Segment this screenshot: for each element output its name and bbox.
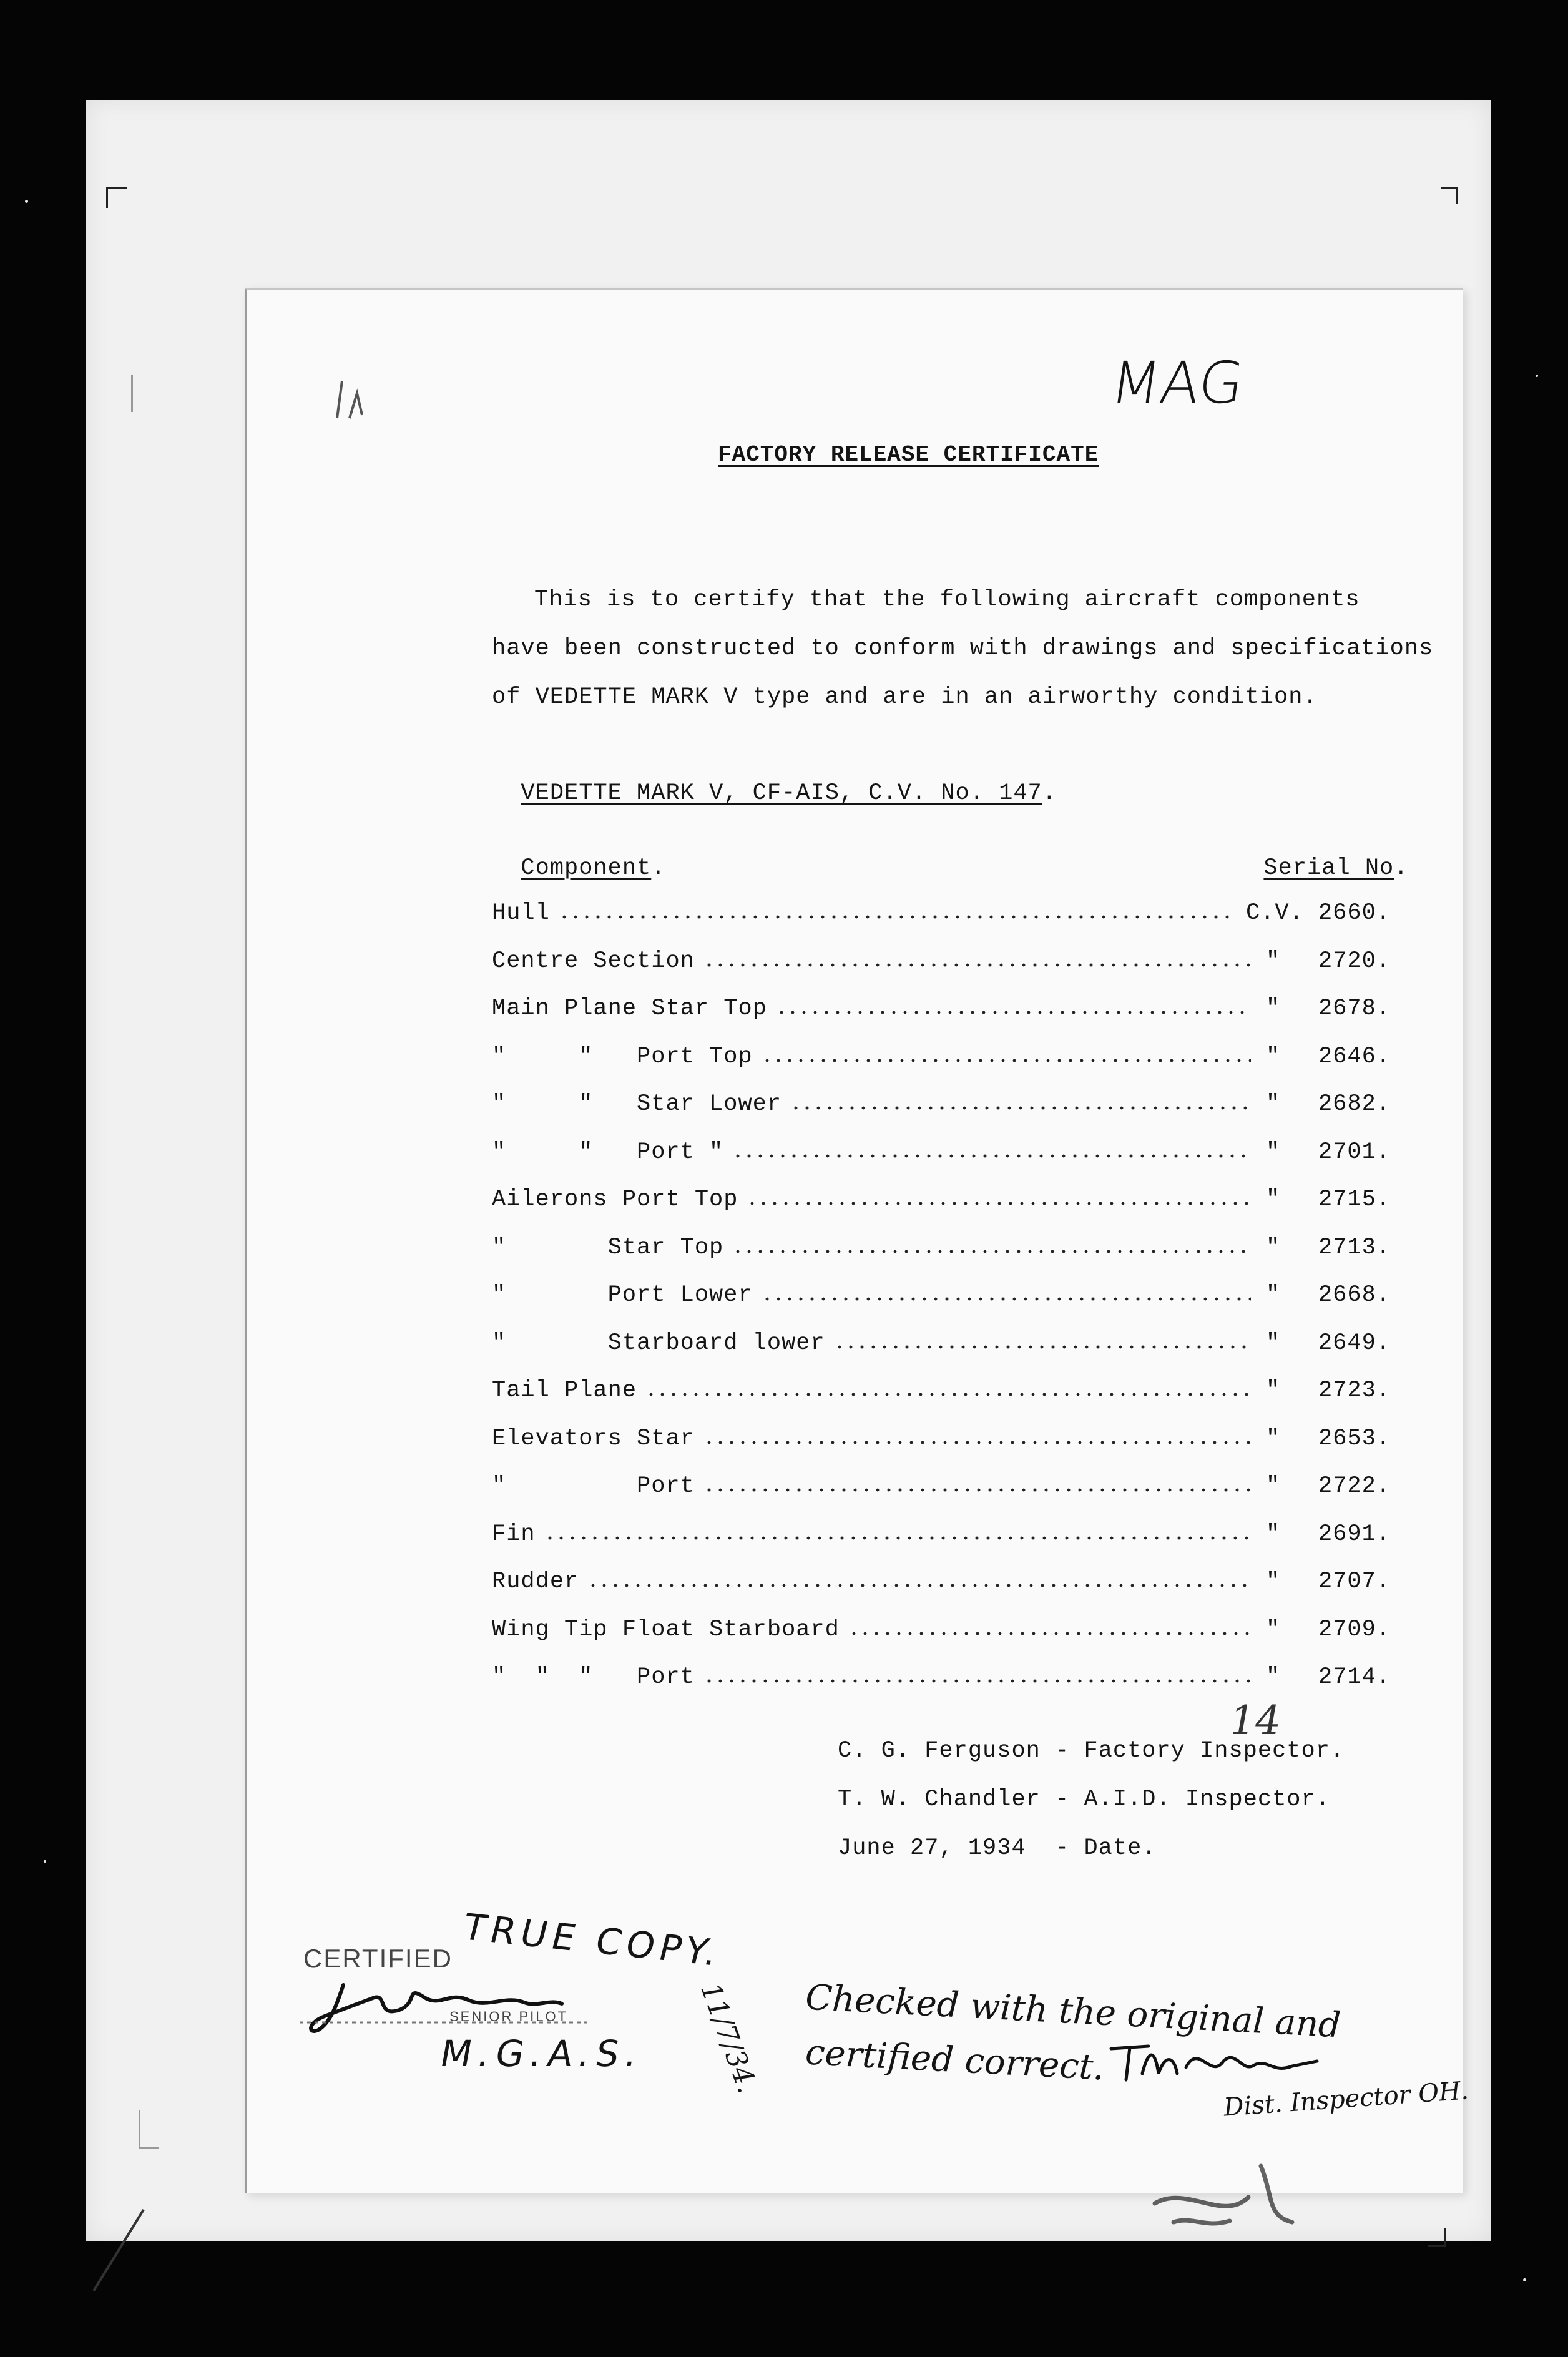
component-serial: 2682. bbox=[1318, 1091, 1391, 1117]
component-serial: 2714. bbox=[1318, 1664, 1391, 1690]
component-serial: 2709. bbox=[1318, 1616, 1391, 1643]
column-header-component bbox=[492, 829, 665, 881]
signature-line-chandler: T. W. Chandler - A.I.D. Inspector. bbox=[838, 1786, 1330, 1813]
leader-dots bbox=[747, 1202, 1251, 1205]
component-label: " Starboard lower bbox=[492, 1330, 825, 1356]
note-line-3: Dist. Inspector OH. bbox=[1222, 2076, 1470, 2122]
leader-dots bbox=[703, 1679, 1251, 1683]
component-row bbox=[492, 1235, 1391, 1268]
certification-line-3: of VEDETTE MARK V type and are in an airworthy condition. bbox=[492, 684, 1318, 710]
ditto-mark: " bbox=[1266, 1378, 1281, 1404]
component-row bbox=[492, 996, 1391, 1029]
component-serial: 2707. bbox=[1318, 1569, 1391, 1595]
component-serial: 2723. bbox=[1318, 1378, 1391, 1404]
component-row bbox=[492, 1473, 1391, 1507]
component-label: " " Port Top bbox=[492, 1043, 753, 1070]
leader-dots bbox=[762, 1297, 1251, 1301]
ditto-mark: " bbox=[1266, 1234, 1281, 1261]
leader-dots bbox=[544, 1536, 1251, 1540]
ditto-mark: " bbox=[1266, 1043, 1281, 1070]
aircraft-heading-period: . bbox=[1042, 780, 1057, 806]
column-serial-label: Serial No bbox=[1263, 855, 1394, 881]
component-label: Tail Plane bbox=[492, 1378, 637, 1404]
ditto-mark: " bbox=[1266, 996, 1281, 1022]
component-label: Main Plane Star Top bbox=[492, 996, 767, 1022]
component-row bbox=[492, 1044, 1391, 1077]
ditto-mark: " bbox=[1266, 1187, 1281, 1213]
aircraft-heading-text: VEDETTE MARK V, CF-AIS, C.V. No. 147 bbox=[521, 780, 1042, 806]
ditto-mark: " bbox=[1266, 1425, 1281, 1452]
component-label: Ailerons Port Top bbox=[492, 1187, 738, 1213]
component-serial: C.V. 2660. bbox=[1245, 900, 1391, 926]
leader-dots bbox=[834, 1345, 1251, 1349]
component-serial: 2720. bbox=[1318, 948, 1391, 974]
film-scratch-icon bbox=[1149, 2147, 1311, 2235]
component-serial: 2722. bbox=[1318, 1473, 1391, 1499]
pencil-mark-icon bbox=[325, 375, 381, 424]
certification-line-2: have been constructed to conform with drawings and specifications bbox=[492, 635, 1434, 662]
component-label: " " " Port bbox=[492, 1664, 695, 1690]
leader-dots bbox=[645, 1393, 1251, 1396]
senior-pilot-signature-icon bbox=[300, 1972, 587, 2041]
note-line-2: certified correct. bbox=[804, 2032, 1105, 2089]
component-label: " Star Top bbox=[492, 1234, 724, 1261]
signature-line-ferguson: C. G. Ferguson - Factory Inspector. bbox=[838, 1738, 1345, 1764]
document-title: FACTORY RELEASE CERTIFICATE bbox=[718, 442, 1099, 468]
ditto-mark: " bbox=[1266, 1521, 1281, 1547]
ditto-mark: " bbox=[1266, 1091, 1281, 1117]
component-label: Hull bbox=[492, 900, 550, 926]
stamp-certified: CERTIFIED bbox=[303, 1944, 453, 1973]
leader-dots bbox=[587, 1584, 1251, 1587]
component-row bbox=[492, 900, 1391, 934]
ditto-mark: " bbox=[1266, 1473, 1281, 1499]
component-row bbox=[492, 948, 1391, 982]
signature-line-date: June 27, 1934 - Date. bbox=[838, 1835, 1157, 1861]
component-serial: 2653. bbox=[1318, 1425, 1391, 1452]
column-header-serial bbox=[1235, 829, 1408, 881]
component-serial: 2713. bbox=[1318, 1234, 1391, 1261]
component-row bbox=[492, 1426, 1391, 1459]
ditto-mark: " bbox=[1266, 1330, 1281, 1356]
component-label: " " Port " bbox=[492, 1139, 724, 1165]
component-label: " " Star Lower bbox=[492, 1091, 782, 1117]
corner-mark-label: MAG bbox=[1106, 350, 1248, 416]
note-line-1: Checked with the original and bbox=[804, 1977, 1342, 2046]
column-component-period: . bbox=[651, 855, 666, 881]
corner-mark-bottom-right bbox=[1428, 2228, 1446, 2247]
component-row bbox=[492, 1282, 1391, 1316]
stamp-senior-pilot: SENIOR PILOT bbox=[449, 2009, 569, 2024]
component-serial: 2649. bbox=[1318, 1330, 1391, 1356]
ditto-mark: " bbox=[1266, 1616, 1281, 1643]
component-row bbox=[492, 1664, 1391, 1698]
component-row bbox=[492, 1091, 1391, 1125]
component-label: Fin bbox=[492, 1521, 536, 1547]
ditto-mark: " bbox=[1266, 1569, 1281, 1595]
pencil-scratch-icon bbox=[81, 2203, 156, 2303]
component-serial: 2691. bbox=[1318, 1521, 1391, 1547]
stamp-mgas: M.G.A.S. bbox=[437, 2032, 647, 2075]
leader-dots bbox=[790, 1106, 1251, 1110]
leader-dots bbox=[732, 1154, 1251, 1158]
component-row bbox=[492, 1187, 1391, 1220]
component-serial: 2678. bbox=[1318, 996, 1391, 1022]
leader-dots bbox=[762, 1059, 1251, 1062]
leader-dots bbox=[703, 1441, 1251, 1444]
certification-line-1: This is to certify that the following aircraft components bbox=[534, 587, 1360, 613]
corner-mark-left bbox=[131, 375, 145, 412]
corner-mark-top-left bbox=[106, 187, 127, 208]
component-row bbox=[492, 1569, 1391, 1602]
component-label: " Port bbox=[492, 1473, 695, 1499]
component-row bbox=[492, 1521, 1391, 1555]
ditto-mark: " bbox=[1266, 1664, 1281, 1690]
component-row bbox=[492, 1617, 1391, 1650]
corner-mark-top-right bbox=[1441, 187, 1458, 204]
component-label: Elevators Star bbox=[492, 1425, 695, 1452]
leader-dots bbox=[703, 1488, 1251, 1492]
component-label: Centre Section bbox=[492, 948, 695, 974]
leader-dots bbox=[848, 1632, 1251, 1635]
component-row bbox=[492, 1378, 1391, 1411]
leader-dots bbox=[559, 915, 1233, 919]
leader-dots bbox=[776, 1011, 1251, 1014]
stamp-true-copy: TRUE COPY. bbox=[458, 1905, 727, 1975]
ditto-mark: " bbox=[1266, 1282, 1281, 1308]
column-component-label: Component bbox=[521, 855, 652, 881]
ditto-mark: " bbox=[1266, 1139, 1281, 1165]
note-date: 11/7/34. bbox=[694, 1979, 763, 2097]
component-serial: 2668. bbox=[1318, 1282, 1391, 1308]
component-label: Wing Tip Float Starboard bbox=[492, 1616, 840, 1643]
corner-mark-bottom-left bbox=[139, 2110, 159, 2149]
inspector-signature-icon bbox=[1105, 2030, 1330, 2086]
column-serial-period: . bbox=[1394, 855, 1409, 881]
leader-dots bbox=[732, 1250, 1251, 1253]
component-serial: 2701. bbox=[1318, 1139, 1391, 1165]
leader-dots bbox=[703, 963, 1251, 967]
component-serial: 2646. bbox=[1318, 1043, 1391, 1070]
component-serial: 2715. bbox=[1318, 1187, 1391, 1213]
margin-number: 14 bbox=[1225, 1698, 1285, 1744]
component-row bbox=[492, 1330, 1391, 1364]
component-row bbox=[492, 1139, 1391, 1173]
aircraft-heading bbox=[492, 754, 1057, 806]
ditto-mark: " bbox=[1266, 948, 1281, 974]
component-label: Rudder bbox=[492, 1569, 579, 1595]
component-label: " Port Lower bbox=[492, 1282, 753, 1308]
